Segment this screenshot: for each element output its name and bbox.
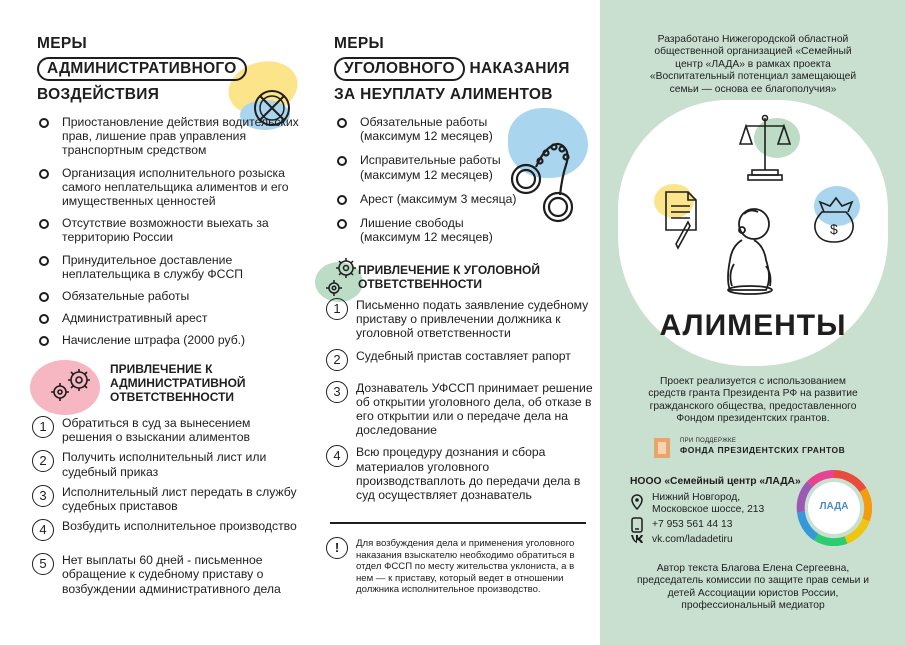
address: Нижний Новгород, Московское шоссе, 213 — [652, 492, 765, 516]
list-item: Обязательные работы (максимум 12 месяцев) — [334, 115, 524, 143]
scales-icon — [738, 112, 792, 182]
list-item: 1 Обратиться в суд за вынесением решения о взыскании алиментов — [32, 416, 302, 444]
step-number: 3 — [326, 381, 348, 403]
criminal-measures-list — [334, 115, 524, 252]
list-item: Административный арест — [36, 311, 306, 325]
list-item: Исправительные работы (максимум 12 месяцев) — [334, 153, 524, 181]
list-item: Лишение свободы (максимум 12 месяцев) — [334, 216, 524, 244]
list-item: 2 Судебный пристав составляет рапорт — [326, 349, 596, 373]
admin-title-pill: АДМИНИСТРАТИВНОГО — [37, 57, 247, 81]
phone: +7 953 561 44 13 — [652, 519, 733, 530]
list-item: 4 Возбудить исполнительное производство — [32, 519, 302, 547]
exclamation-icon: ! — [326, 537, 348, 559]
grant-fund-logo-icon — [650, 436, 674, 460]
list-item: Арест (максимум 3 месяца) — [334, 192, 524, 206]
step-number: 1 — [32, 416, 54, 438]
grant-text: Проект реализуется с использованием средств гранта Президента РФ на развитие гражданского общества, предоставленного Фондом президентских грантов. — [648, 376, 858, 425]
grant-logo-big-text: ФОНДА ПРЕЗИДЕНТСКИХ ГРАНТОВ — [680, 445, 846, 455]
location-pin-icon — [630, 494, 644, 510]
step-number: 4 — [32, 519, 54, 541]
org-name: НООО «Семейный центр «ЛАДА» — [630, 476, 801, 487]
step-number: 2 — [32, 450, 54, 472]
list-item: Обязательные работы — [36, 289, 306, 303]
title-card — [618, 100, 888, 366]
list-item: 3 Дознаватель УФССП принимает решение об открытии уголовного дела, об отказе в его открытии или о передаче дела на доследование — [326, 381, 596, 438]
lada-logo-text: ЛАДА — [819, 501, 849, 512]
document-icon — [660, 186, 704, 252]
admin-steps-list — [32, 416, 302, 596]
admin-measures-list — [36, 115, 306, 356]
step-number: 5 — [32, 553, 54, 575]
list-item: Начисление штрафа (2000 руб.) — [36, 333, 306, 347]
developed-by-text: Разработано Нижегородской областной общественной организацией «Семейный центр «ЛАДА» в рамках проекта «Воспитательный потенциал замещающей семьи — основа ее благополучия» — [649, 34, 857, 95]
list-item: Приостановление действия водительских прав, лишение прав управления транспортным средством — [36, 115, 306, 158]
step-number: 2 — [326, 349, 348, 371]
list-item: 3 Исполнительный лист передать в службу судебных приставов — [32, 485, 302, 513]
list-item: Отсутствие возможности выехать за территорию России — [36, 216, 306, 244]
criminal-title: МЕРЫ УГОЛОВНОГО НАКАЗАНИЯ ЗА НЕУПЛАТУ АЛИМЕНТОВ — [334, 35, 570, 103]
author-text: Автор текста Благова Елена Сергеевна, председатель комиссии по защите прав семьи и детей Ассоциации юристов России, профессиональный медиатор — [636, 563, 870, 612]
admin-title: МЕРЫ АДМИНИСТРАТИВНОГО ВОЗДЕЙСТВИЯ — [37, 33, 247, 105]
grant-logo-small-text: ПРИ ПОДДЕРЖКЕ — [680, 438, 737, 444]
vk-link[interactable]: vk.com/ladadetiru — [652, 534, 733, 545]
phone-icon — [630, 517, 644, 533]
step-number: 1 — [326, 298, 348, 320]
admin-liability-title: ПРИВЛЕЧЕНИЕ К АДМИНИСТРАТИВНОЙ ОТВЕТСТВЕННОСТИ — [110, 362, 246, 404]
list-item: Организация исполнительного розыска самого неплательщика алиментов и его имущественных ценностей — [36, 166, 306, 209]
criminal-title-pill: УГОЛОВНОГО — [334, 57, 465, 81]
vk-icon — [630, 534, 644, 544]
list-item: Принудительное доставление неплательщика в службу ФССП — [36, 253, 306, 281]
administrative-panel — [0, 0, 310, 645]
criminal-steps-list — [326, 298, 596, 502]
cover-panel — [600, 0, 905, 645]
criminal-liability-title: ПРИВЛЕЧЕНИЕ К УГОЛОВНОЙ ОТВЕТСТВЕННОСТИ — [358, 263, 540, 291]
criminal-panel — [310, 0, 600, 645]
money-bag-icon — [808, 190, 864, 250]
child-icon — [720, 204, 782, 296]
divider — [330, 522, 586, 524]
svg-text:$: $ — [830, 221, 838, 237]
criminal-note: Для возбуждения дела и применения уголовного наказания взыскателю необходимо обратиться в отдел ФССП по месту жительства уклониста, а в нем — к приставу, который ведет в отношении должника исполнительное производство. — [356, 538, 575, 596]
list-item: 4 Всю процедуру дознания и сбора материалов уголовного производстваплоть до передачи дела в суд осуществляет дознаватель — [326, 445, 596, 502]
step-number: 3 — [32, 485, 54, 507]
main-title: АЛИМЕНТЫ — [659, 309, 847, 342]
list-item: 5 Нет выплаты 60 дней - письменное обращение к судебному приставу о возбуждении административного дела — [32, 553, 302, 596]
list-item: 1 Письменно подать заявление судебному приставу о привлечении должника к уголовной ответственности — [326, 298, 596, 341]
list-item: 2 Получить исполнительный лист или судебный приказ — [32, 450, 302, 478]
grant-fund-logo — [650, 436, 860, 460]
gears-icon — [46, 364, 96, 404]
step-number: 4 — [326, 445, 348, 467]
